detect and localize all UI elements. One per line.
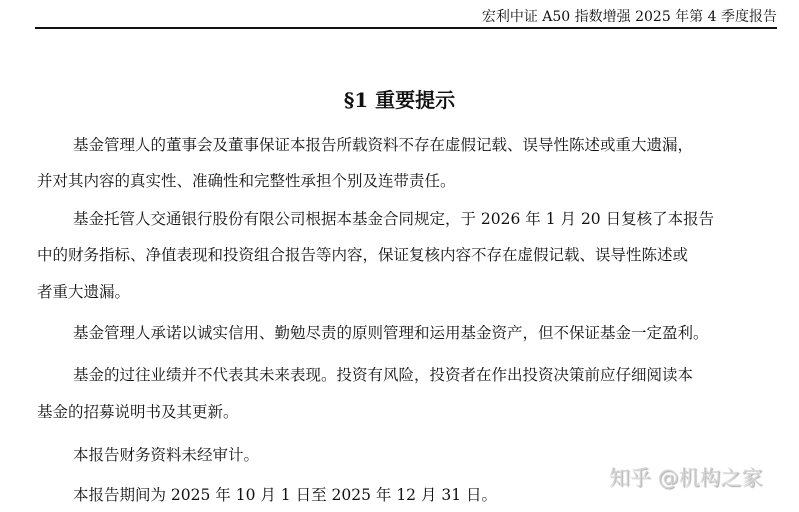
paragraph-line: 并对其内容的真实性、准确性和完整性承担个别及连带责任。 [37,172,456,190]
header-rule [35,27,777,29]
paragraph-line: 本报告财务资料未经审计。 [73,446,260,464]
paragraph-line: 中的财务指标、净值表现和投资组合报告等内容，保证复核内容不存在虚假记载、误导性陈述或 [37,246,689,264]
paragraph-line: 本报告期间为 2025 年 10 月 1 日至 2025 年 12 月 31 日。 [73,486,498,504]
paragraph-line: 基金托管人交通银行股份有限公司根据本基金合同规定，于 2026 年 1 月 20 日复核了本报告 [73,210,715,228]
paragraph-line: 基金的招募说明书及其更新。 [37,403,239,421]
report-header: 宏利中证 A50 指数增强 2025 年第 4 季度报告 [481,9,777,25]
paragraph-line: 基金的过往业绩并不代表其未来表现。投资有风险，投资者在作出投资决策前应仔细阅读本 [73,366,694,384]
section-title: §1 重要提示 [343,88,456,112]
paragraph-line: 者重大遗漏。 [37,283,131,301]
watermark: 知乎 @机构之家 [609,466,763,490]
paragraph-line: 基金管理人承诺以诚实信用、勤勉尽责的原则管理和运用基金资产，但不保证基金一定盈利。 [73,324,709,342]
paragraph-line: 基金管理人的董事会及董事保证本报告所载资料不存在虚假记载、误导性陈述或重大遗漏， [73,136,694,154]
